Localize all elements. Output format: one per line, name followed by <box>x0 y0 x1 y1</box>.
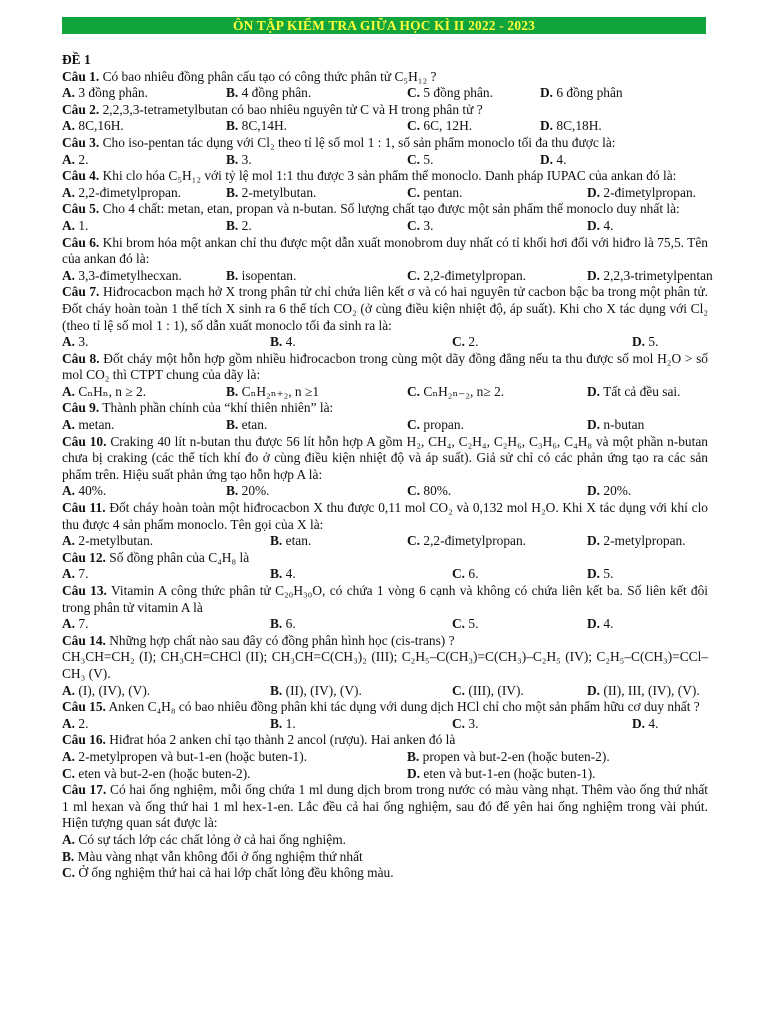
options-7: A. 3. B. 4. C. 2. D. 5. <box>62 334 659 350</box>
document-body <box>62 52 713 882</box>
question-12: Câu 12. Số đồng phân của C₄H₈ là <box>62 549 250 565</box>
header-title: ÔN TẬP KIỂM TRA GIỮA HỌC KÌ II 2022 - 2023 <box>62 17 706 34</box>
option-17-a: A. Có sự tách lớp các chất lỏng ở cả hai ống nghiệm. <box>62 831 346 847</box>
question-7: Câu 7. Hiđrocacbon mạch hở X trong phân tử chỉ chứa liên kết σ và có hai nguyên tử cacbon bậc ba trong một phân tử. Đốt cháy hoàn toàn 1 thể tích X sinh ra 6 thể tích CO₂ (ở cùng điều kiện nhiệt độ, áp suất). Khi cho X tác dụng với Cl₂ (theo tỉ lệ số mol 1 : 1), số dẫn xuất monoclo tối đa sinh ra là: <box>62 284 708 333</box>
question-8: Câu 8. Đốt cháy một hỗn hợp gồm nhiều hiđrocacbon trong cùng một dãy đồng đẳng nếu ta thu được số mol H₂O > số mol CO₂ thì CTPT chung của dãy là: <box>62 350 708 383</box>
question-16: Câu 16. Hiđrat hóa 2 anken chỉ tạo thành 2 ancol (rượu). Hai anken đó là <box>62 732 456 748</box>
question-14-compounds: CH₃CH=CH₂ (I); CH₃CH=CHCl (II); CH₃CH=C(CH₃)₂ (III); C₂H₅–C(CH₃)=C(CH₃)–C₂H₅ (IV); C₂H₅–C(CH₃)=CCl–CH₃ (V). <box>62 649 708 681</box>
question-4: Câu 4. Khi clo hóa C₅H₁₂ với tỷ lệ mol 1:1 thu được 3 sản phẩm thế monoclo. Danh pháp IUPAC của ankan đó là: <box>62 168 677 184</box>
question-2: Câu 2. 2,2,3,3-tetrametylbutan có bao nhiêu nguyên tử C và H trong phân tử ? <box>62 101 483 117</box>
question-9: Câu 9. Thành phần chính của “khí thiên nhiên” là: <box>62 400 334 416</box>
question-17: Câu 17. Có hai ống nghiệm, mỗi ống chứa 1 ml dung dịch brom trong nước có màu vàng nhạt. Thêm vào ống thứ nhất 1 ml hexan và ống thứ hai 1 ml hex-1-en. Lắc đều cả hai ống nghiệm, sau đó để yên hai ống nghiệm trong vài phút. Hiện tượng quan sát được là: <box>62 782 708 831</box>
question-6: Câu 6. Khi brom hóa một ankan chỉ thu được một dẫn xuất monobrom duy nhất có tỉ khối hơi đối với hiđro là 75,5. Tên của ankan đó là: <box>62 234 708 267</box>
options-10: A. 40%. B. 20%. C. 80%. D. 20%. <box>62 483 632 499</box>
question-11: Câu 11. Đốt cháy hoàn toàn một hiđrocacbon X thu được 0,11 mol CO₂ và 0,132 mol H₂O. Khi X tác dụng với khí clo thu được 4 sản phẩm monoclo. Tên gọi của X là: <box>62 500 708 532</box>
options-16-row-2: C. eten và but-2-en (hoặc buten-2). D. eten và but-1-en (hoặc buten-1). <box>62 765 596 781</box>
options-4: A. 2,2-đimetylpropan. B. 2-metylbutan. C. pentan. D. 2-đimetylpropan. <box>62 184 696 200</box>
options-9: A. metan. B. etan. C. propan. D. n-butan <box>62 417 645 433</box>
options-12: A. 7. B. 4. C. 6. D. 5. <box>62 566 614 582</box>
question-3: Câu 3. Cho iso-pentan tác dụng với Cl₂ theo tỉ lệ số mol 1 : 1, số sản phẩm monoclo tối đa thu được là: <box>62 134 616 150</box>
question-5: Câu 5. Cho 4 chất: metan, etan, propan và n-butan. Số lượng chất tạo được một sản phẩm thế monoclo duy nhất là: <box>62 201 680 217</box>
options-15: A. 2. B. 1. C. 3. D. 4. <box>62 715 659 731</box>
options-14: A. (I), (IV), (V). B. (II), (IV), (V). C. (III), (IV). D. (II), III, (IV), (V). <box>62 682 700 698</box>
options-13: A. 7. B. 6. C. 5. D. 4. <box>62 616 614 632</box>
option-17-c: C. Ở ống nghiệm thứ hai cả hai lớp chất lỏng đều không màu. <box>62 865 394 881</box>
options-6: A. 3,3-đimetylhecxan. B. isopentan. C. 2,2-đimetylpropan. D. 2,2,3-trimetylpentan <box>62 267 713 283</box>
options-16-row-1: A. 2-metylpropen và but-1-en (hoặc buten-1). B. propen và but-2-en (hoặc buten-2). <box>62 748 610 764</box>
question-14: Câu 14. Những hợp chất nào sau đây có đồng phân hình học (cis-trans) ? <box>62 632 455 648</box>
exam-code: ĐỀ 1 <box>62 52 91 67</box>
question-15: Câu 15. Anken C₄H₈ có bao nhiêu đồng phân khi tác dụng với dung dịch HCl chỉ cho một sản phẩm hữu cơ duy nhất ? <box>62 699 700 715</box>
question-1: Câu 1. Có bao nhiêu đồng phân cấu tạo có công thức phân tử C₅H₁₂ ? <box>62 68 437 84</box>
options-11: A. 2-metylbutan. B. etan. C. 2,2-đimetylpropan. D. 2-metylpropan. <box>62 533 686 549</box>
option-17-b: B. Màu vàng nhạt vẫn không đổi ở ống nghiệm thứ nhất <box>62 848 363 864</box>
options-5: A. 1. B. 2. C. 3. D. 4. <box>62 217 614 233</box>
question-13: Câu 13. Vitamin A công thức phân tử C₂₀H₃₀O, có chứa 1 vòng 6 cạnh và không có chứa liên kết ba. Số liên kết đôi trong phân tử vitamin A là <box>62 583 708 615</box>
options-8: A. CₙHₙ, n ≥ 2. B. CₙH₂ₙ₊₂, n ≥1 C. CₙH₂ₙ₋₂, n≥ 2. D. Tất cả đều sai. <box>62 383 681 399</box>
options-2: A. 8C,16H. B. 8C,14H. C. 6C, 12H. D. 8C,18H. <box>62 118 602 134</box>
question-10: Câu 10. Craking 40 lít n-butan thu được 56 lít hỗn hợp A gồm H₂, CH₄, C₂H₄, C₂H₆, C₃H₆, C₄H₈ và một phần n-butan chưa bị craking (các thể tích khí đo ở cùng điều kiện nhiệt độ và áp suất). Giả sử chỉ có các phản ứng tạo ra các sản phẩm trên. Hiệu suất phản ứng tạo hỗn hợp A là: <box>62 433 708 482</box>
options-1: A. 3 đồng phân. B. 4 đồng phân. C. 5 đồng phân. D. 6 đồng phân <box>62 85 623 101</box>
options-3: A. 2. B. 3. C. 5. D. 4. <box>62 151 567 167</box>
